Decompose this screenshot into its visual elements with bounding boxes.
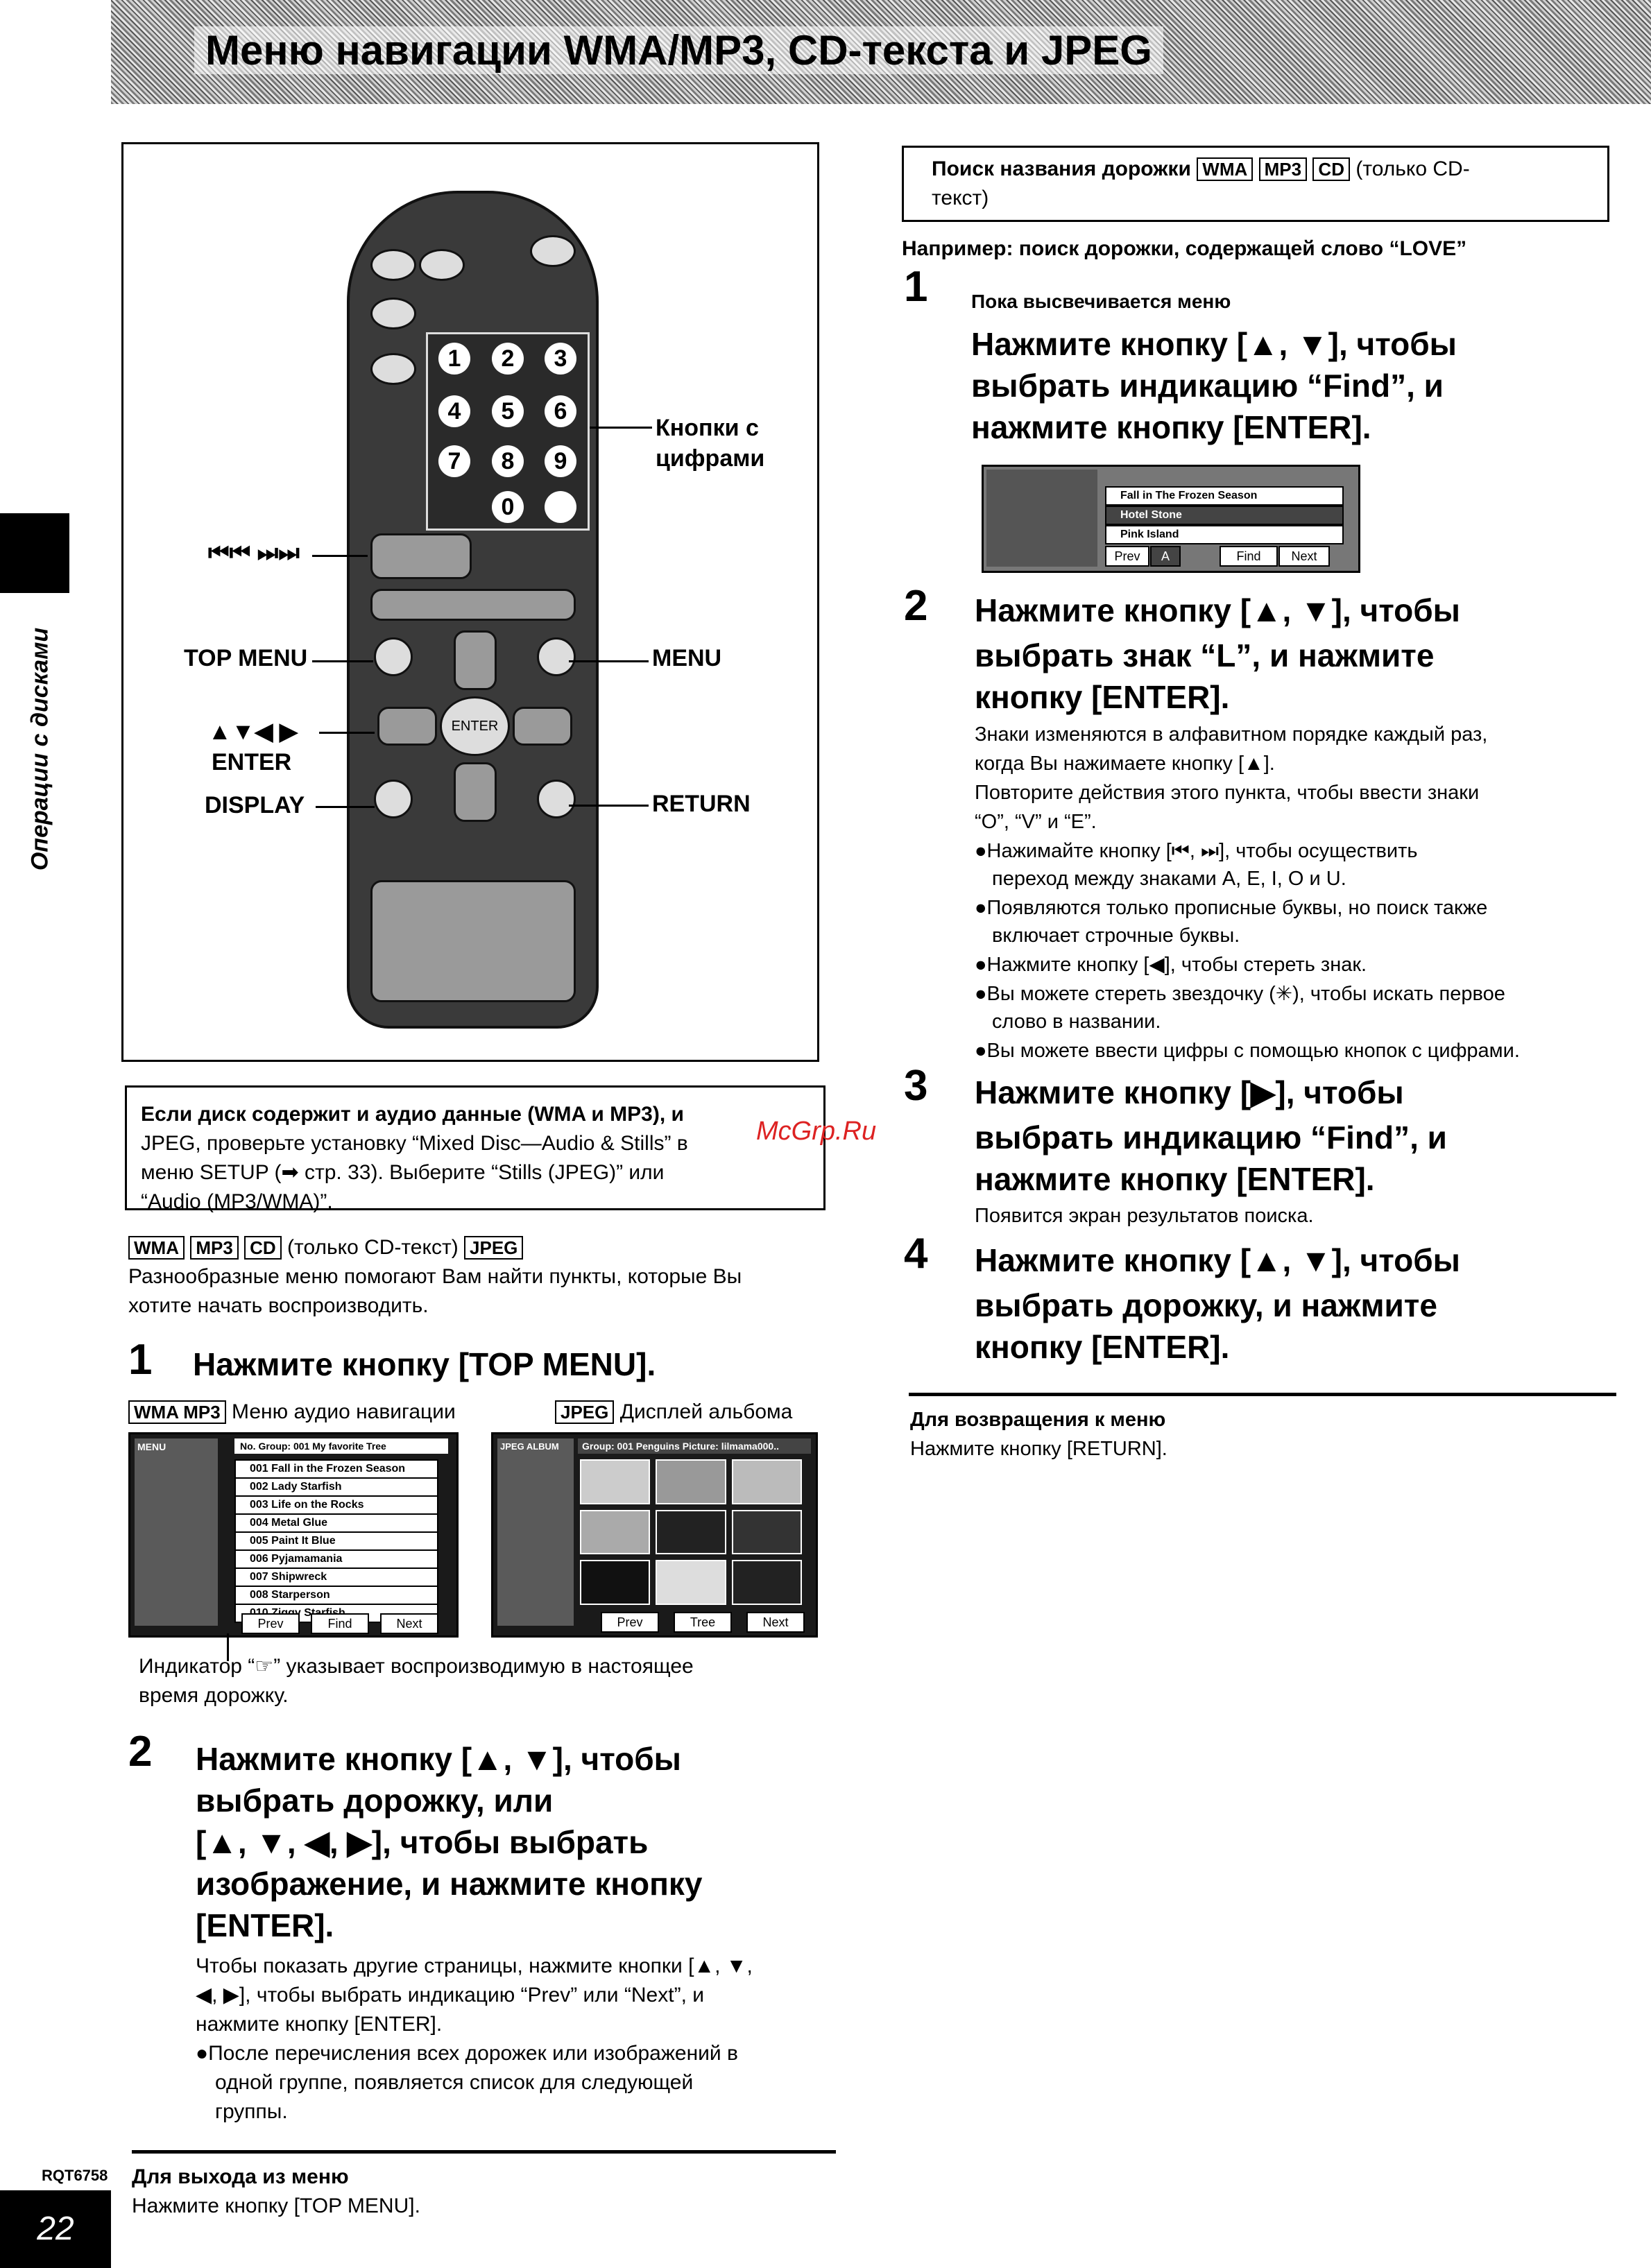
step-heading: нажмите кнопку [ENTER]. (975, 1161, 1375, 1197)
callout-arrows: ▲▼◀ ▶ (208, 719, 298, 745)
intro-line: хотите начать воспроизводить. (128, 1294, 429, 1317)
intro-line: Разнообразные меню помогают Вам найти пункты, которые Вы (128, 1265, 742, 1288)
step-heading: [ENTER]. (196, 1907, 334, 1943)
tag-mp3: MP3 (1259, 157, 1307, 181)
callout-display: DISPLAY (205, 792, 305, 818)
step-heading: кнопку [ENTER]. (975, 1329, 1230, 1365)
step-text: Знаки изменяются в алфавитном порядке каждый раз, (975, 723, 1488, 746)
thumbnail-grid (580, 1459, 802, 1605)
track-row-selected: Hotel Stone (1105, 506, 1344, 525)
top-menu-button (374, 637, 413, 676)
display-button (374, 780, 413, 818)
search-title-line (932, 155, 1580, 184)
track-row: 006 Pyjamamania (234, 1549, 438, 1569)
leader-line (319, 732, 375, 734)
remote-button (370, 298, 416, 329)
search-suffix: (только CD- (1355, 157, 1470, 180)
screen-sidebar-title: MENU (137, 1441, 166, 1452)
menu-button (537, 637, 576, 676)
callout-top-menu: TOP MENU (184, 645, 308, 671)
step-bullet: включает строчные буквы. (992, 925, 1240, 947)
exit-text: Нажмите кнопку [TOP MENU]. (132, 2194, 420, 2217)
step-bullet: ●Появляются только прописные буквы, но поиск также (975, 897, 1488, 919)
page-title: Меню навигации WMA/MP3, CD-текста и JPEG (194, 26, 1163, 74)
note-line: “Audio (MP3/WMA)”. (141, 1190, 333, 1213)
step-number: 1 (128, 1336, 153, 1384)
watermark: McGrp.Ru (756, 1117, 877, 1146)
step-text: ◀, ▶], чтобы выбрать индикацию “Prev” или “Next”, и (196, 1984, 704, 2007)
divider (909, 1393, 1616, 1396)
step-heading: Нажмите кнопку [▲, ▼], чтобы (975, 592, 1460, 628)
digit-button: 2 (492, 343, 524, 375)
remote-button (419, 249, 465, 281)
number-pad (426, 332, 590, 531)
leader-line (569, 805, 649, 807)
track-row: 003 Life on the Rocks (234, 1495, 438, 1515)
step-text: Повторите действия этого пункта, чтобы ввести знаки (975, 782, 1480, 804)
screen-sidebar (135, 1438, 218, 1626)
step-bullet: переход между знаками A, E, I, O и U. (992, 868, 1346, 890)
step-heading: Нажмите кнопку [TOP MENU]. (193, 1346, 656, 1382)
note-line: Если диск содержит и аудио данные (WMA и MP3), и (141, 1103, 684, 1126)
step-small: Пока высвечивается меню (971, 291, 1231, 312)
screen-sidebar-title: JPEG ALBUM (500, 1441, 559, 1452)
remote-button (370, 249, 416, 281)
track-row: Fall in The Frozen Season (1105, 486, 1344, 506)
next-button: Next (746, 1612, 805, 1633)
step-bullet: одной группе, появляется список для следующей (215, 2071, 694, 2094)
tag-mp3: MP3 (190, 1236, 238, 1260)
thumbnail (580, 1510, 650, 1555)
digit-button-blank (545, 491, 576, 523)
remote-control-illustration (347, 191, 599, 1029)
leader-line (312, 555, 368, 557)
track-row: 001 Fall in the Frozen Season (234, 1459, 438, 1479)
track-row: 008 Starperson (234, 1586, 438, 1605)
digit-button: 9 (545, 445, 576, 477)
step-number: 3 (904, 1062, 928, 1110)
step-bullet: ●Вы можете стереть звездочку (✳), чтобы искать первое (975, 983, 1505, 1005)
step-text: нажмите кнопку [ENTER]. (196, 2013, 443, 2036)
find-button: Find (311, 1613, 369, 1634)
thumbnail (656, 1459, 726, 1504)
callout-skip: ⏮⏮ ⏭⏭ (208, 540, 300, 566)
track-row: 002 Lady Starfish (234, 1477, 438, 1497)
digit-button: 6 (545, 395, 576, 427)
search-title: Поиск названия дорожки (932, 157, 1191, 180)
step-bullet: группы. (215, 2100, 288, 2123)
digit-button: 3 (545, 343, 576, 375)
track-row: 004 Metal Glue (234, 1513, 438, 1533)
example-line: Например: поиск дорожки, содержащей слово “LOVE” (902, 237, 1467, 260)
model-code: RQT6758 (42, 2167, 108, 2184)
audio-nav-screen (128, 1432, 459, 1638)
thumbnail (580, 1459, 650, 1504)
find-screen (982, 465, 1360, 573)
step-heading: выбрать знак “L”, и нажмите (975, 637, 1435, 673)
step-heading: выбрать дорожку, или (196, 1782, 554, 1819)
thumbnail (732, 1510, 802, 1555)
step-heading: Нажмите кнопку [▲, ▼], чтобы (196, 1741, 681, 1777)
step-number: 2 (128, 1728, 153, 1776)
step-bullet: ●Вы можете ввести цифры с помощью кнопок с цифрами. (975, 1040, 1520, 1062)
leader-line (316, 806, 375, 808)
remote-lower-buttons (370, 880, 576, 1002)
tag-jpeg: JPEG (464, 1236, 523, 1260)
tag-cd: CD (244, 1236, 282, 1260)
digit-button: 4 (438, 395, 470, 427)
jpeg-album-screen (491, 1432, 818, 1638)
step-bullet: ●Нажимайте кнопку [⏮, ⏭], чтобы осуществить (975, 840, 1418, 862)
tag-wma: WMA (128, 1236, 185, 1260)
return-text: Нажмите кнопку [RETURN]. (910, 1438, 1167, 1460)
step-text: “O”, “V” и “E”. (975, 811, 1097, 833)
indicator-note: Индикатор “☞” указывает воспроизводимую в настоящее (139, 1655, 694, 1678)
remote-button (530, 235, 576, 267)
up-arrow-button (454, 630, 497, 690)
screen-header: No. Group: 001 My favorite Tree (234, 1438, 448, 1454)
tree-button: Tree (674, 1612, 732, 1633)
return-title: Для возвращения к меню (910, 1409, 1166, 1431)
thumbnail (732, 1560, 802, 1605)
album-text: Дисплей альбома (619, 1400, 793, 1423)
album-label (555, 1398, 792, 1427)
step-heading: выбрать индикацию “Find”, и (975, 1119, 1447, 1156)
step-number: 2 (904, 582, 928, 630)
step-text: когда Вы нажимаете кнопку [▲]. (975, 753, 1275, 775)
search-suffix-2: текст) (932, 187, 989, 209)
digit-button: 7 (438, 445, 470, 477)
left-arrow-button (377, 707, 437, 746)
callout-number-buttons-text: Кнопки с цифрами (656, 415, 765, 472)
digit-button: 8 (492, 445, 524, 477)
down-arrow-button (454, 762, 497, 822)
step-heading: выбрать индикацию “Find”, и (971, 368, 1444, 404)
audio-nav-label (128, 1398, 456, 1427)
digit-button: 0 (492, 491, 524, 523)
callout-enter: ENTER (212, 749, 292, 775)
exit-title: Для выхода из меню (132, 2165, 349, 2188)
step-heading: Нажмите кнопку [▲, ▼], чтобы (975, 1242, 1460, 1278)
step-text: Чтобы показать другие страницы, нажмите кнопки [▲, ▼, (196, 1955, 753, 1977)
thumbnail (656, 1560, 726, 1605)
thumbnail (656, 1510, 726, 1555)
divider (132, 2150, 836, 2154)
tag-cd: CD (1312, 157, 1350, 181)
step-bullet: ●После перечисления всех дорожек или изображений в (196, 2042, 738, 2065)
audio-nav-text: Меню аудио навигации (232, 1400, 456, 1423)
indicator-note: время дорожку. (139, 1684, 289, 1707)
digit-button: 5 (492, 395, 524, 427)
step-number: 4 (904, 1230, 928, 1278)
track-row: 007 Shipwreck (234, 1567, 438, 1587)
step-bullet: ●Нажмите кнопку [◀], чтобы стереть знак. (975, 954, 1367, 976)
leader-line (312, 660, 373, 662)
prev-button: Prev (241, 1613, 300, 1634)
step-heading: Нажмите кнопку [▲, ▼], чтобы (971, 326, 1457, 362)
prev-button: Prev (1105, 546, 1149, 567)
find-button: Find (1220, 546, 1278, 567)
page-number: 22 (0, 2190, 111, 2268)
step-text: Появится экран результатов поиска. (975, 1205, 1314, 1227)
skip-buttons (370, 533, 472, 579)
screen-sidebar (497, 1438, 574, 1626)
section-label: Операции с дисками (26, 627, 53, 871)
step-heading: выбрать дорожку, и нажмите (975, 1287, 1437, 1323)
screen-header: Group: 001 Penguins Picture: lilmama000.. (578, 1438, 811, 1454)
tag-wma: WMA (1197, 157, 1253, 181)
prev-button: Prev (601, 1612, 659, 1633)
leader-line (569, 660, 649, 662)
screen-sidebar (986, 470, 1097, 567)
step-heading: Нажмите кнопку [▶], чтобы (975, 1074, 1404, 1110)
next-button: Next (380, 1613, 438, 1634)
search-box (902, 146, 1609, 222)
step-heading: [▲, ▼, ◀, ▶], чтобы выбрать (196, 1824, 649, 1860)
remote-button (370, 353, 416, 385)
note-box (125, 1085, 826, 1213)
tags-suffix: (только CD-текст) (287, 1236, 459, 1259)
track-row: Pink Island (1105, 525, 1344, 544)
enter-button: ENTER (440, 696, 510, 756)
leader-line (590, 427, 652, 429)
note-line: меню SETUP (➡ стр. 33). Выберите “Stills (JPEG)” или (141, 1161, 665, 1184)
callout-number-buttons (656, 413, 767, 474)
right-arrow-button (513, 707, 572, 746)
step-number: 1 (904, 263, 928, 311)
note-line: JPEG, проверьте установку “Mixed Disc—Audio & Stills” в (141, 1132, 688, 1155)
step-heading: кнопку [ENTER]. (975, 679, 1230, 715)
thumbnail (580, 1560, 650, 1605)
step-heading: нажмите кнопку [ENTER]. (971, 409, 1371, 445)
return-button (537, 780, 576, 818)
step-heading: изображение, и нажмите кнопку (196, 1866, 703, 1902)
disc-type-line (128, 1233, 523, 1262)
thumbnail (732, 1459, 802, 1504)
char-input: A (1150, 546, 1181, 567)
remote-button-row (370, 589, 576, 621)
section-tab (0, 513, 69, 593)
next-button: Next (1278, 546, 1330, 567)
callout-return: RETURN (652, 791, 751, 817)
digit-button: 1 (438, 343, 470, 375)
tag-wma-mp3: WMA MP3 (128, 1400, 226, 1424)
tag-jpeg: JPEG (555, 1400, 614, 1424)
step-bullet: слово в названии. (992, 1011, 1161, 1033)
callout-menu: MENU (652, 645, 722, 671)
track-row: 005 Paint It Blue (234, 1531, 438, 1551)
